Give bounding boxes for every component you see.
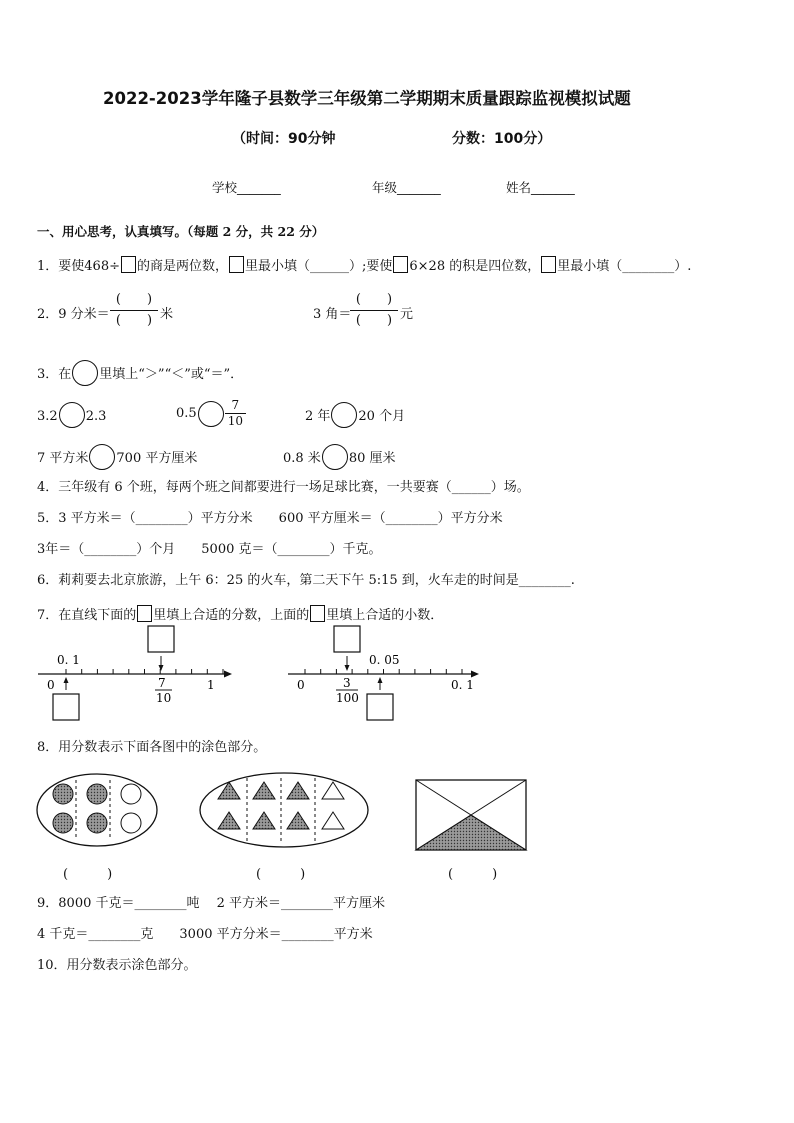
fraction-denominator: ( ) xyxy=(115,313,153,328)
answer-box xyxy=(393,256,408,273)
zero-label: 0 xyxy=(297,678,305,692)
q3-item-3 xyxy=(305,402,405,428)
question-3-intro xyxy=(37,360,243,386)
shaded-circle xyxy=(53,784,73,804)
q2-left-prefix: 2．9 分米＝ xyxy=(37,307,110,322)
figure-rectangle xyxy=(416,780,526,850)
q3-text-2: 里填上“＞”“＜”或“＝”． xyxy=(99,367,244,382)
q3-item-1 xyxy=(37,402,106,428)
shaded-circle xyxy=(87,784,107,804)
exam-score: 分数：100分） xyxy=(452,131,552,147)
compare-circle xyxy=(89,444,115,470)
fraction-numerator: 7 xyxy=(225,398,246,414)
question-9-line-1: 9．8000 千克＝________吨 2 平方米＝________平方厘米 xyxy=(37,896,386,911)
question-4: 4．三年级有 6 个班，每两个班之间都要进行一场足球比赛，一共要赛（______）场。 xyxy=(37,480,530,495)
question-9-line-2: 4 千克＝________克 3000 平方分米＝________平方米 xyxy=(37,927,373,942)
q3-left-value: 3.2 xyxy=(37,409,58,424)
q2-right-unit: 元 xyxy=(400,307,414,322)
q3-right-value: 20 个月 xyxy=(358,409,406,424)
answer-box-decimal xyxy=(148,626,174,652)
compare-circle xyxy=(322,444,348,470)
q1-text-2: 的商是两位数， xyxy=(136,259,228,274)
q2-right-fraction xyxy=(350,292,398,329)
question-8: 8．用分数表示下面各图中的涂色部分。 xyxy=(37,740,267,755)
q3-left-value: 0.5 xyxy=(176,406,197,421)
section-heading: 一、用心思考，认真填写。（每题 2 分，共 22 分） xyxy=(37,224,325,239)
number-line-1 xyxy=(38,626,232,720)
answer-box-fraction xyxy=(367,694,393,720)
fraction-denominator: ( ) xyxy=(355,313,393,328)
q8-figures xyxy=(0,770,794,865)
top-label: 0. 05 xyxy=(369,653,400,667)
fraction-numerator: ( ) xyxy=(355,292,393,307)
grade-field: 年级_______ xyxy=(372,180,441,195)
fraction-denominator: 10 xyxy=(227,414,243,428)
q3-fraction xyxy=(225,398,246,429)
compare-circle xyxy=(331,402,357,428)
q1-text-4: 6×28 的积是四位数， xyxy=(409,259,541,274)
figure-circles xyxy=(37,774,157,846)
shaded-triangle xyxy=(253,782,275,799)
answer-blank-2: ( ) xyxy=(256,867,306,882)
compare-circle xyxy=(72,360,98,386)
shaded-triangle xyxy=(218,782,240,799)
number-lines xyxy=(0,620,794,730)
shaded-triangle xyxy=(416,815,526,850)
name-field: 姓名_______ xyxy=(506,180,575,195)
shaded-triangle xyxy=(287,782,309,799)
school-field: 学校_______ xyxy=(212,180,281,195)
answer-box-fraction xyxy=(53,694,79,720)
top-label: 0. 1 xyxy=(57,653,80,667)
q7-text-1: 7．在直线下面的 xyxy=(37,608,137,623)
empty-circle xyxy=(121,813,141,833)
question-6: 6．莉莉要去北京旅游，上午 6：25 的火车，第二天下午 5:15 到，火车走的时间是________. xyxy=(37,573,575,588)
shaded-circle xyxy=(87,813,107,833)
q3-item-5 xyxy=(283,444,396,470)
q2-left-unit: 米 xyxy=(160,307,174,322)
q7-text-3: 里填上合适的小数． xyxy=(326,608,444,623)
one-label: 1 xyxy=(207,678,215,692)
fraction-numerator: 3 xyxy=(343,676,351,690)
fraction-numerator: 7 xyxy=(158,676,166,690)
q3-left-value: 7 平方米 xyxy=(37,451,89,466)
q1-text-1: 1．要使468÷ xyxy=(37,259,120,274)
question-5-line-1: 5．3 平方米＝（________）平方分米 600 平方厘米＝（________）平方分米 xyxy=(37,511,503,526)
end-label: 0. 1 xyxy=(451,678,474,692)
q3-right-value: 80 厘米 xyxy=(348,451,396,466)
answer-box-decimal xyxy=(334,626,360,652)
zero-label: 0 xyxy=(47,678,55,692)
q3-right-value: 700 平方厘米 xyxy=(116,451,198,466)
compare-circle xyxy=(59,402,85,428)
q3-item-2 xyxy=(176,398,246,429)
q3-right-value: 2.3 xyxy=(85,409,107,424)
answer-blank-1: ( ) xyxy=(63,867,113,882)
answer-blank-3: ( ) xyxy=(448,867,498,882)
answer-box xyxy=(229,256,244,273)
empty-circle xyxy=(121,784,141,804)
fraction-denominator: 100 xyxy=(336,691,359,705)
shaded-triangle xyxy=(287,812,309,829)
q7-text-2: 里填上合适的分数，上面的 xyxy=(153,608,310,623)
page-title: 2022-2023学年隆子县数学三年级第二学期期末质量跟踪监视模拟试题 xyxy=(103,89,631,108)
answer-box xyxy=(541,256,556,273)
q3-item-4 xyxy=(37,444,197,470)
q3-left-value: 0.8 米 xyxy=(283,451,321,466)
number-line-2 xyxy=(288,626,479,720)
q2-right-prefix: 3 角＝ xyxy=(313,307,352,322)
exam-time: （时间：90分钟 xyxy=(232,131,336,147)
q1-text-5: 里最小填（________）. xyxy=(557,259,692,274)
question-5-line-2: 3年＝（________）个月 5000 克＝（________）千克。 xyxy=(37,542,382,557)
figure-triangles xyxy=(200,773,368,847)
q3-text-1: 3．在 xyxy=(37,367,72,382)
shaded-circle xyxy=(53,813,73,833)
q3-left-value: 2 年 xyxy=(305,409,331,424)
empty-triangle xyxy=(322,782,344,799)
question-1 xyxy=(37,256,691,273)
shaded-triangle xyxy=(218,812,240,829)
q1-text-3: 里最小填（______）;要使 xyxy=(245,259,393,274)
answer-box xyxy=(121,256,136,273)
question-10: 10．用分数表示涂色部分。 xyxy=(37,958,197,973)
compare-circle xyxy=(198,401,224,427)
fraction-denominator: 10 xyxy=(156,691,172,705)
shaded-triangle xyxy=(253,812,275,829)
fraction-numerator: ( ) xyxy=(115,292,153,307)
empty-triangle xyxy=(322,812,344,829)
q2-left-fraction xyxy=(110,292,158,329)
